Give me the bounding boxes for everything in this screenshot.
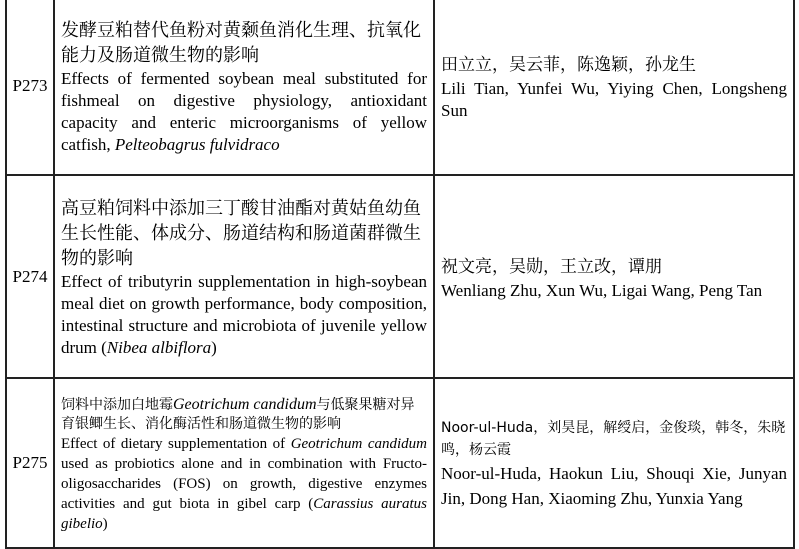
chinese-authors: Noor-ul-Huda，刘昊昆，解绶启，金俊琰，韩冬，朱晓鸣，杨云霞 [441, 420, 786, 458]
english-title-end: ) [211, 338, 217, 357]
english-title [61, 68, 427, 156]
species-name: Geotrichum candidum [290, 435, 428, 452]
chinese-title: 发酵豆粕替代鱼粉对黄颡鱼消化生理、抗氧化能力及肠道微生物的影响 [61, 20, 421, 66]
chinese-authors: 祝文亮，吴勋，王立改，谭朋 [441, 256, 662, 277]
english-authors: Lili Tian, Yunfei Wu, Yiying Chen, Longsheng Sun [441, 79, 787, 120]
english-title [61, 271, 427, 359]
species-name: Carassius auratus gibelio [61, 495, 427, 532]
species-name: Pelteobagrus fulvidraco [114, 135, 280, 154]
title-cell [54, 378, 434, 548]
paper-id: P274 [6, 175, 54, 378]
english-title-text: Effect of tributyrin supplementation in high-soybean meal diet on growth performance, body composition, intestinal structure and microbiota of juvenile yellow drum ( [61, 272, 427, 357]
english-title-text: Effects of fermented soybean meal substituted for fishmeal on digestive physiology, antioxidant capacity and enteric microorganisms of yellow catfish, [61, 69, 427, 154]
abstract-index-table [5, 0, 795, 549]
table-row [6, 378, 794, 548]
english-title [61, 434, 427, 534]
species-name: Nibea albiflora [106, 338, 212, 357]
english-title-text: used as probiotics alone and in combination with Fructo-oligosaccharides (FOS) on growth, digestive enzymes activities and gut biota in gibel carp ( [61, 455, 427, 512]
chinese-authors: 田立立，吴云菲，陈逸颖，孙龙生 [441, 55, 696, 75]
paper-id: P273 [6, 0, 54, 175]
chinese-title: 高豆粕饲料中添加三丁酸甘油酯对黄姑鱼幼鱼生长性能、体成分、肠道结构和肠道菌群微生物的影响 [61, 198, 421, 269]
authors-cell [434, 0, 794, 175]
table-row [6, 0, 794, 175]
species-name: Geotrichum candidum [173, 395, 317, 413]
english-authors: Noor-ul-Huda, Haokun Liu, Shouqi Xie, Junyan Jin, Dong Han, Xiaoming Zhu, Yunxia Yang [441, 464, 787, 508]
authors-cell [434, 175, 794, 378]
chinese-title-text: 饲料中添加白地霉 [61, 396, 173, 413]
english-authors: Wenliang Zhu, Xun Wu, Ligai Wang, Peng Tan [441, 280, 763, 300]
english-title-end: ) [102, 515, 108, 532]
title-cell [54, 0, 434, 175]
chinese-title [61, 395, 427, 434]
table-row [6, 175, 794, 378]
authors-cell [434, 378, 794, 548]
title-cell [54, 175, 434, 378]
paper-id: P275 [6, 378, 54, 548]
chinese-title-text: 与低聚果糖对异育银鲫生长、消化酶活性和肠道微生物的影响 [61, 396, 415, 432]
english-title-text: Effect of dietary supplementation of [61, 435, 291, 452]
